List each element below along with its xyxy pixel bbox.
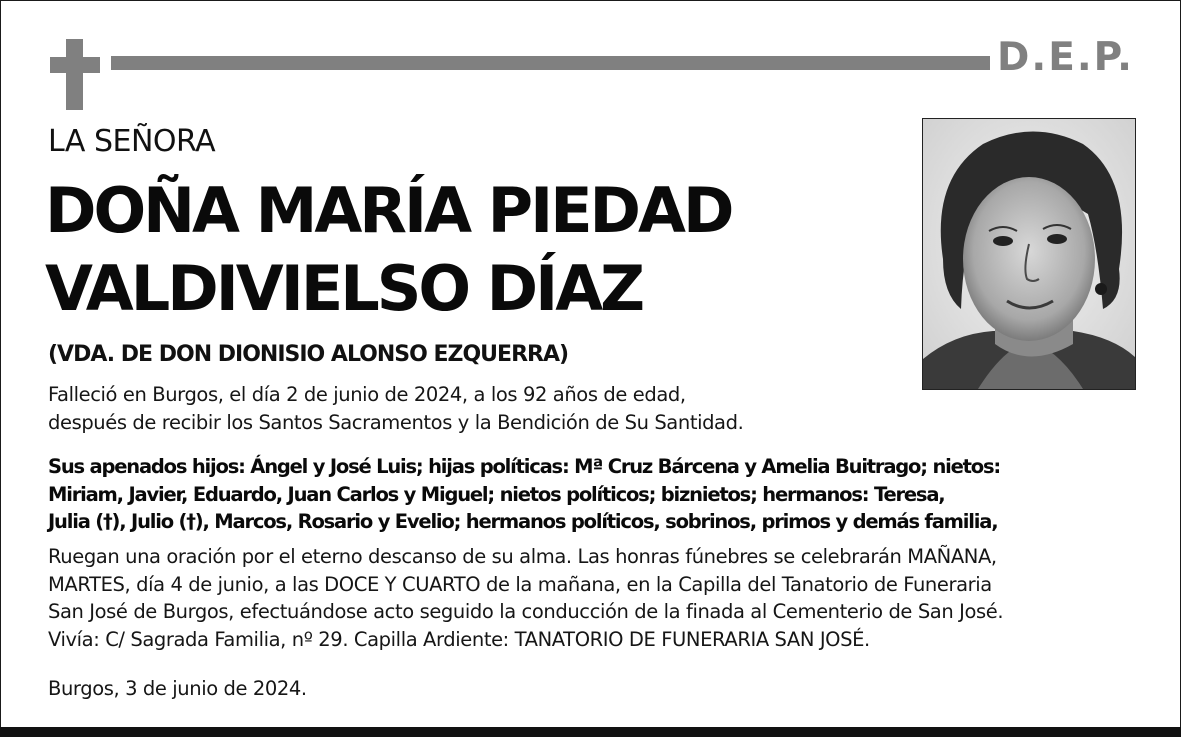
widow-of: (VDA. DE DON DIONISIO ALONSO EZQUERRA) xyxy=(48,342,569,367)
text-line: Miriam, Javier, Eduardo, Juan Carlos y Miguel; nietos políticos; biznietos; hermanos: Teresa, xyxy=(48,482,945,506)
text-line: Julia (†), Julio (†), Marcos, Rosario y Evelio; hermanos políticos, sobrinos, primos y demás familia, xyxy=(48,510,998,533)
family-paragraph xyxy=(48,453,1000,536)
text-line: MARTES, día 4 de junio, a las DOCE Y CUARTO de la mañana, en la Capilla del Tanatorio de Funeraria xyxy=(48,572,992,596)
bottom-rule xyxy=(0,727,1181,737)
dep-label: D.E.P. xyxy=(997,35,1134,80)
death-paragraph xyxy=(48,381,743,436)
text-line: Vivía: C/ Sagrada Familia, nº 29. Capilla Ardiente: TANATORIO DE FUNERARIA SAN JOSÉ. xyxy=(48,627,870,651)
text-line: Falleció en Burgos, el día 2 de junio de 2024, a los 92 años de edad, xyxy=(48,383,686,406)
honorific: LA SEÑORA xyxy=(48,124,216,159)
text-line: Sus apenados hijos: Ángel y José Luis; hijas políticas: Mª Cruz Bárcena y Amelia Buitrago; nietos: xyxy=(48,455,1000,478)
text-line: San José de Burgos, efectuándose acto seguido la conducción de la finada al Cementerio de San José. xyxy=(48,600,1004,623)
name-line: DOÑA MARÍA PIEDAD xyxy=(45,174,732,247)
text-line: después de recibir los Santos Sacramentos y la Bendición de Su Santidad. xyxy=(48,410,744,434)
place-date: Burgos, 3 de junio de 2024. xyxy=(48,677,307,700)
portrait-photo xyxy=(922,118,1136,390)
deceased-name xyxy=(45,172,731,328)
header-rule xyxy=(111,56,990,70)
name-line: VALDIVIELSO DÍAZ xyxy=(45,252,643,325)
text-line: Ruegan una oración por el eterno descanso de su alma. Las honras fúnebres se celebrarán MAÑANA, xyxy=(48,545,997,568)
service-paragraph xyxy=(48,543,1003,653)
cross-icon xyxy=(50,39,100,110)
